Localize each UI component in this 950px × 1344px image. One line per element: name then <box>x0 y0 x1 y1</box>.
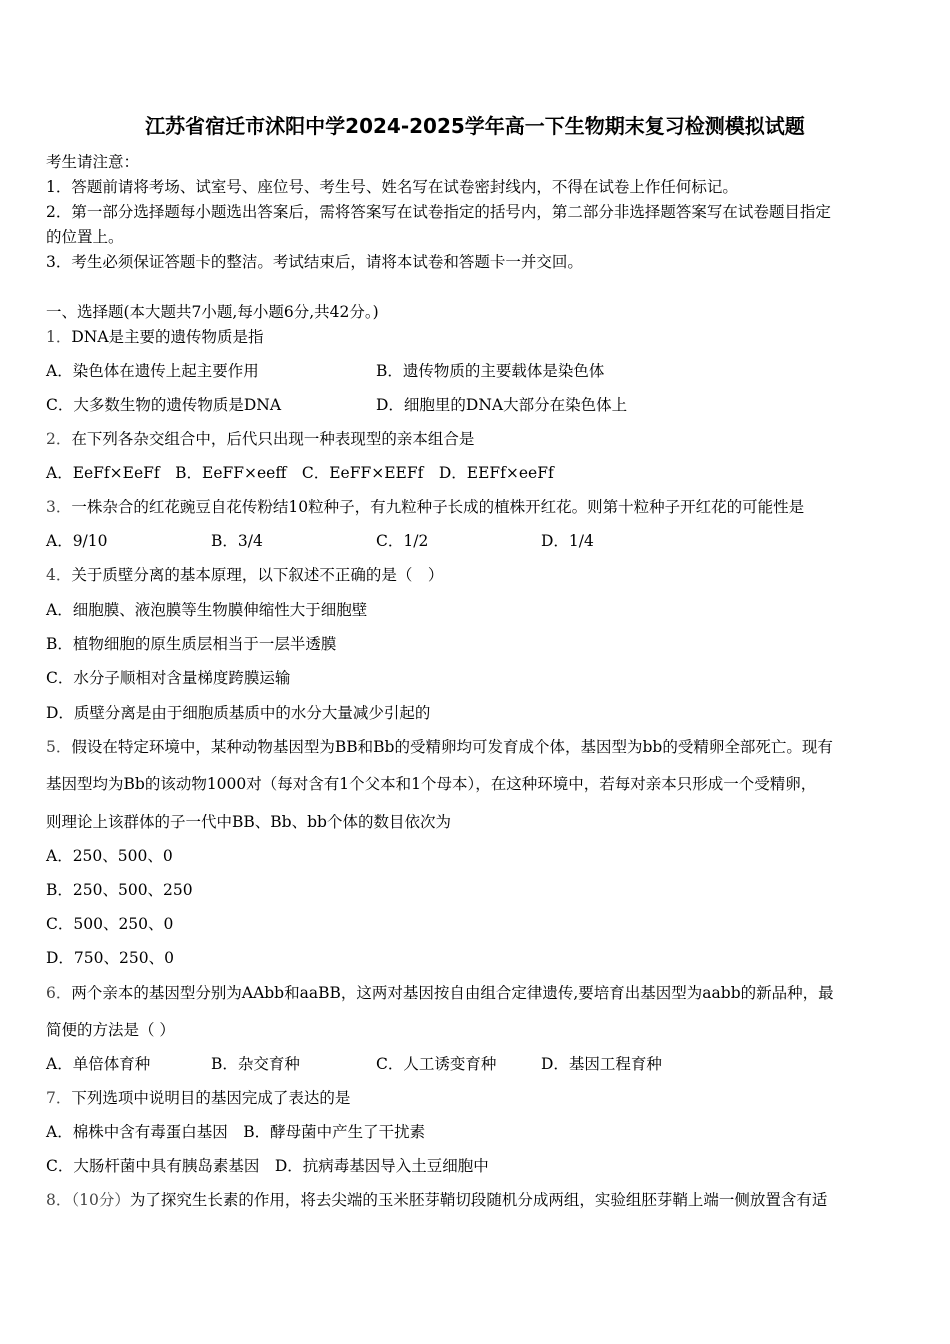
question-8 <box>46 1189 827 1211</box>
q1-option-a: A．染色体在遗传上起主要作用 <box>46 362 259 380</box>
q2-options: A．EeFf×EeFf B．EeFF×eeff C．EeFF×EEFf D．EEFf×eeFf <box>46 464 554 482</box>
q6-option-d: D．基因工程育种 <box>541 1055 662 1073</box>
q3-option-c: C．1/2 <box>376 532 429 550</box>
exam-title: 江苏省宿迁市沭阳中学2024-2025学年高一下生物期末复习检测模拟试题 <box>145 114 805 138</box>
question-stem-line-1: 两个亲本的基因型分别为AAbb和aaBB，这两对基因按自由组合定律遗传,要培育出基因型为aabb的新品种，最 <box>71 984 834 1002</box>
q7-options-ab: A．棉株中含有毒蛋白基因 B．酵母菌中产生了干扰素 <box>46 1123 426 1141</box>
q5-stem-line-2: 基因型均为Bb的该动物1000对（每对含有1个父本和1个母本），在这种环境中，若每对亲本只形成一个受精卵， <box>46 775 817 793</box>
question-stem: 关于质壁分离的基本原理，以下叙述不正确的是（ ） <box>71 566 444 584</box>
question-number: 6． <box>46 984 72 1002</box>
question-4 <box>46 564 443 586</box>
q3-option-a: A．9/10 <box>46 532 108 550</box>
question-number: 3． <box>46 498 72 516</box>
q1-option-c: C．大多数生物的遗传物质是DNA <box>46 396 282 414</box>
q5-option-a: A．250、500、0 <box>46 847 173 865</box>
question-stem: 一株杂合的红花豌豆自花传粉结10粒种子，有九粒种子长成的植株开红花。则第十粒种子开红花的可能性是 <box>71 498 805 516</box>
q3-option-d: D．1/4 <box>541 532 594 550</box>
question-stem: 下列选项中说明目的基因完成了表达的是 <box>71 1089 351 1107</box>
q6-option-c: C．人工诱变育种 <box>376 1055 497 1073</box>
question-number: 7． <box>46 1089 72 1107</box>
question-3 <box>46 496 804 518</box>
question-stem: DNA是主要的遗传物质是指 <box>71 328 264 346</box>
q4-option-d: D．质壁分离是由于细胞质基质中的水分大量减少引起的 <box>46 704 431 722</box>
question-number: 2． <box>46 430 72 448</box>
q6-option-b: B．杂交育种 <box>211 1055 300 1073</box>
question-score: （10分） <box>71 1191 130 1209</box>
q6-option-a: A．单倍体育种 <box>46 1055 151 1073</box>
q7-options-cd: C．大肠杆菌中具有胰岛素基因 D．抗病毒基因导入土豆细胞中 <box>46 1157 489 1175</box>
q1-option-d: D．细胞里的DNA大部分在染色体上 <box>376 396 628 414</box>
q3-option-b: B．3/4 <box>211 532 263 550</box>
question-number: 4． <box>46 566 72 584</box>
question-number: 8． <box>46 1191 72 1209</box>
q5-option-c: C．500、250、0 <box>46 915 174 933</box>
notice-heading: 考生请注意： <box>46 153 140 171</box>
question-stem-line-1: 假设在特定环境中，某种动物基因型为BB和Bb的受精卵均可发育成个体，基因型为bb的受精卵全部死亡。现有 <box>71 738 833 756</box>
q1-option-b: B．遗传物质的主要载体是染色体 <box>376 362 605 380</box>
notice-item-2-cont: 的位置上。 <box>46 228 124 246</box>
notice-item-2: 2．第一部分选择题每小题选出答案后，需将答案写在试卷指定的括号内，第二部分非选择题答案写在试卷题目指定 <box>46 203 831 221</box>
q4-option-a: A．细胞膜、液泡膜等生物膜伸缩性大于细胞壁 <box>46 601 368 619</box>
q6-stem-line-2: 简便的方法是（ ） <box>46 1021 175 1039</box>
question-7 <box>46 1087 350 1109</box>
q5-option-b: B．250、500、250 <box>46 881 193 899</box>
q5-option-d: D．750、250、0 <box>46 949 174 967</box>
question-6 <box>46 982 834 1004</box>
q4-option-c: C．水分子顺相对含量梯度跨膜运输 <box>46 669 291 687</box>
section-heading: 一、选择题(本大题共7小题,每小题6分,共42分。) <box>46 303 379 321</box>
q5-stem-line-3: 则理论上该群体的子一代中BB、Bb、bb个体的数目依次为 <box>46 813 451 831</box>
question-number: 1． <box>46 328 72 346</box>
question-stem: 在下列各杂交组合中，后代只出现一种表现型的亲本组合是 <box>71 430 475 448</box>
question-5 <box>46 736 833 758</box>
question-1 <box>46 326 264 348</box>
question-stem: 为了探究生长素的作用，将去尖端的玉米胚芽鞘切段随机分成两组，实验组胚芽鞘上端一侧放置含有适 <box>129 1191 828 1209</box>
q4-option-b: B．植物细胞的原生质层相当于一层半透膜 <box>46 635 337 653</box>
notice-item-3: 3．考生必须保证答题卡的整洁。考试结束后，请将本试卷和答题卡一并交回。 <box>46 253 583 271</box>
notice-item-1: 1．答题前请将考场、试室号、座位号、考生号、姓名写在试卷密封线内，不得在试卷上作任何标记。 <box>46 178 738 196</box>
question-number: 5． <box>46 738 72 756</box>
question-2 <box>46 428 474 450</box>
